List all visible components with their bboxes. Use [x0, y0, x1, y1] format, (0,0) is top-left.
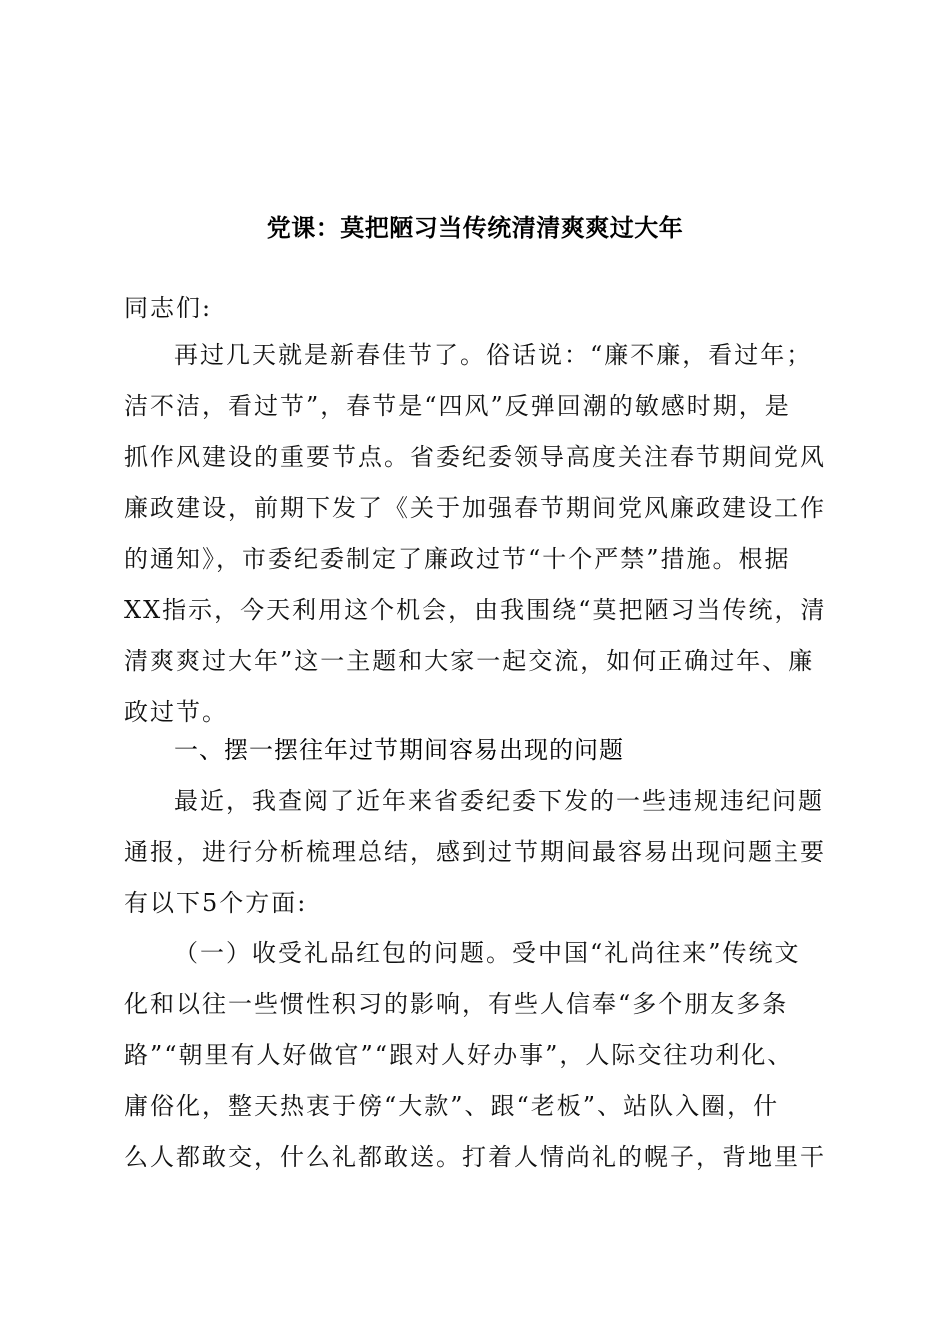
paragraph-line: 的通知》，市委纪委制定了廉政过节“十个严禁”措施。根据: [124, 545, 791, 573]
paragraph-line: 廉政建设，前期下发了《关于加强春节期间党风廉政建设工作: [124, 494, 826, 522]
paragraph-line: 最近，我查阅了近年来省委纪委下发的一些违规违纪问题: [174, 787, 824, 815]
paragraph-line: 通报，进行分析梳理总结，感到过节期间最容易出现问题主要: [124, 838, 826, 866]
section-heading-text: 一、摆一摆往年过节期间容易出现的问题: [174, 736, 624, 764]
paragraph-line: （一）收受礼品红包的问题。受中国“礼尚往来”传统文: [174, 939, 801, 967]
paragraph-line: 么人都敢交，什么礼都敢送。打着人情尚礼的幌子，背地里干: [124, 1143, 826, 1171]
paragraph-line: 抓作风建设的重要节点。省委纪委领导高度关注春节期间党风: [124, 443, 826, 471]
paragraph-line: XX指示，今天利用这个机会，由我围绕“莫把陋习当传统，清: [124, 596, 827, 624]
paragraph-line: 有以下5个方面:: [124, 889, 308, 917]
paragraph-line: 政过节。: [124, 698, 228, 726]
paragraph-gifts: [124, 928, 830, 1183]
paragraph-section-intro: [124, 776, 830, 929]
paragraph-line: 化和以往一些惯性积习的影响，有些人信奉“多个朋友多条: [124, 990, 789, 1018]
document-title: 党课：莫把陋习当传统清清爽爽过大年: [266, 213, 684, 242]
paragraph-line: 路”“朝里有人好做官”“跟对人好办事”，人际交往功利化、: [124, 1041, 794, 1069]
paragraph-line: 再过几天就是新春佳节了。俗话说：“廉不廉，看过年；: [174, 341, 813, 369]
paragraph-line: 清爽爽过大年”这一主题和大家一起交流，如何正确过年、廉: [124, 647, 815, 675]
section-heading: [124, 725, 830, 776]
paragraph-line: 洁不洁，看过节”，春节是“四风”反弹回潮的敏感时期，是: [124, 392, 791, 420]
paragraph-line: 庸俗化，整天热衷于傍“大款”、跟“老板”、站队入圈，什: [124, 1092, 780, 1120]
paragraph-intro: [124, 330, 830, 738]
greeting-line: 同志们:: [124, 294, 213, 322]
greeting: [124, 283, 830, 334]
